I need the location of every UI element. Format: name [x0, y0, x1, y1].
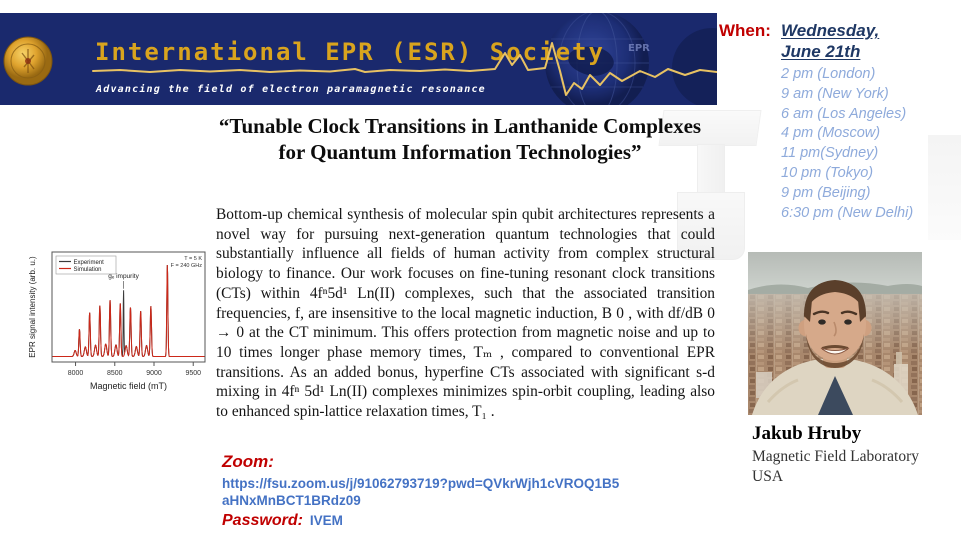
talk-title-line2: for Quantum Information Technologies” [278, 140, 642, 164]
talk-abstract: Bottom-up chemical synthesis of molecular spin qubit architectures represents a novel way for pursuing next-generation quantum technologies that could substantially influence all fields of human activity from complex structural biology to finance. Our work focuses on fine-tuning resonant clock transitions (CTs) within 4fⁿ5d¹ Ln(II) complexes, such that the associated transition frequencies, f, are insensitive to the local magnetic induction, B 0 , with df/dB 0 → 0 at the CT minimum. This offers protection from magnetic noise and up to 10 times longer phase memory times, Tₘ , compared to conventional EPR transitions. As an added bonus, hyperfine CTs associated with significant s-d mixing in 4fⁿ 5d¹ Ln(II) complexes minimizes spin-orbit coupling, leading also to enhanced spin-lattice relaxation times, T₁ . [216, 206, 715, 421]
svg-text:9500: 9500 [185, 370, 202, 377]
speaker-name: Jakub Hruby [752, 423, 862, 444]
svg-text:9000: 9000 [146, 370, 162, 377]
when-label: When: [719, 21, 771, 40]
speaker-country: USA [752, 468, 784, 485]
timezone-item: 11 pm(Sydney) [781, 145, 879, 162]
timezone-item: 6:30 pm (New Delhi) [781, 204, 914, 221]
talk-title [140, 113, 780, 165]
timezone-item: 6 am (Los Angeles) [781, 105, 907, 122]
event-date-line1: Wednesday, [781, 21, 880, 40]
svg-text:T = 5 K: T = 5 K [184, 256, 202, 262]
zoom-meeting-link-continued[interactable]: aHNxMnBCT1BRdz09 [222, 493, 361, 508]
speaker-photo [748, 252, 922, 415]
banner-tagline: Advancing the field of electron paramagnetic resonance [96, 84, 486, 95]
talk-title-line1: “Tunable Clock Transitions in Lanthanide Complexes [218, 114, 702, 138]
banner-title: International EPR (ESR) Society [95, 38, 605, 66]
globe-epr-text: EPR [628, 43, 650, 54]
join-section [222, 452, 702, 530]
svg-text:gₑ impurity: gₑ impurity [108, 273, 139, 280]
password-row [222, 512, 702, 530]
timezone-item: 4 pm (Moscow) [781, 125, 881, 142]
event-date [781, 20, 879, 62]
svg-text:Simulation: Simulation [73, 266, 102, 273]
password-value: IVEM [309, 513, 343, 528]
svg-text:8500: 8500 [106, 370, 123, 377]
eprs-banner [0, 13, 717, 105]
svg-text:8000: 8000 [67, 370, 84, 377]
speaker-info [752, 423, 957, 487]
svg-text:Magnetic field (mT): Magnetic field (mT) [89, 381, 168, 391]
svg-text:F = 240 GHz: F = 240 GHz [170, 263, 202, 269]
timezone-list [781, 65, 913, 223]
timezone-item: 9 am (New York) [781, 85, 889, 102]
timezone-item: 2 pm (London) [781, 66, 876, 82]
timezone-item: 9 pm (Beijing) [781, 184, 871, 201]
epr-spectrum-chart [26, 240, 214, 408]
timezone-item: 10 pm (Tokyo) [781, 164, 874, 181]
speaker-affiliation: Magnetic Field Laboratory [752, 448, 920, 465]
zoom-label: Zoom: [222, 452, 274, 471]
background-smudge [928, 135, 961, 240]
eprs-medallion-logo-icon [4, 37, 52, 85]
password-label: Password: [222, 512, 303, 529]
zoom-meeting-link[interactable]: https://fsu.zoom.us/j/91062793719?pwd=QVkrWjh1cVROQ1B5 [222, 476, 620, 491]
event-date-line2: June 21th [781, 42, 861, 61]
svg-text:EPR signal intensity (arb. u.): EPR signal intensity (arb. u.) [28, 256, 37, 358]
svg-text:Experiment: Experiment [73, 259, 104, 266]
